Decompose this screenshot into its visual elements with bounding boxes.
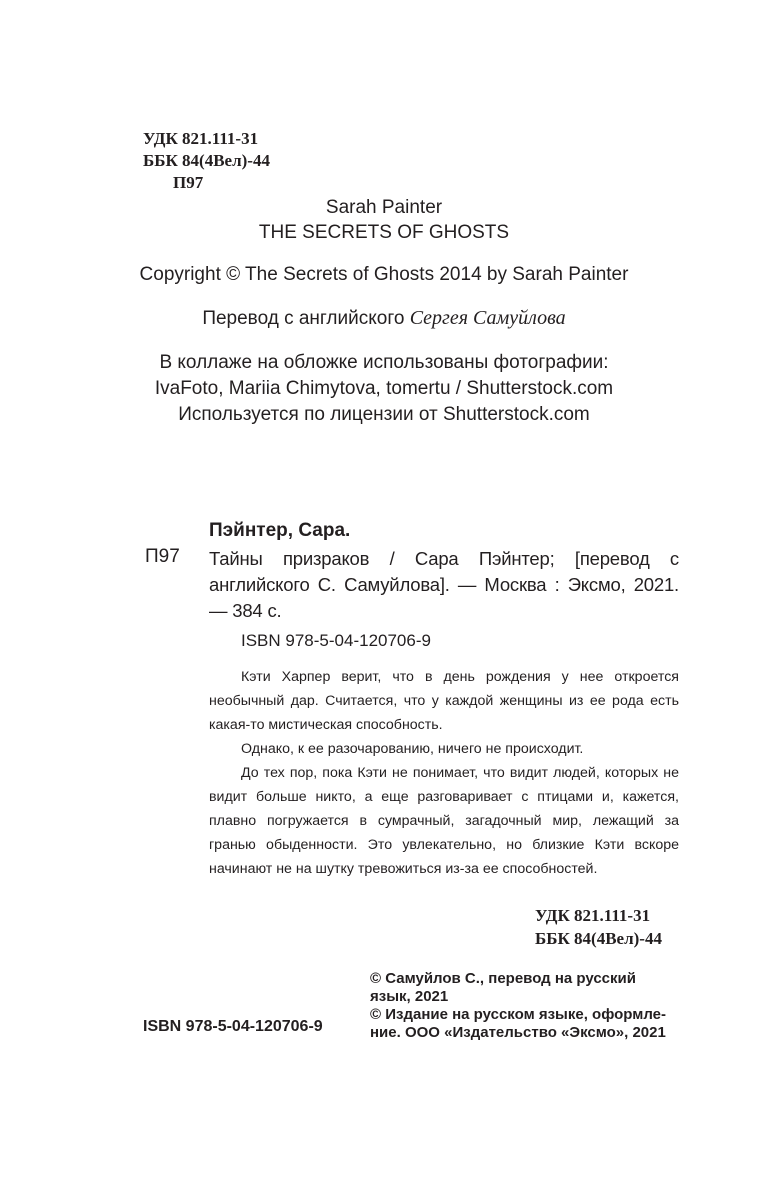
cover-credit-line: Используется по лицензии от Shutterstock.com: [178, 404, 590, 425]
bib-description: Тайны призраков / Сара Пэйнтер; [перевод с английского С. Самуйлова]. — Москва : Эксмо, 2021. — 384 с.: [209, 548, 679, 621]
annotation-paragraph: Однако, к ее разочарованию, ничего не происходит.: [241, 741, 584, 757]
copyright-line: © Самуйлов С., перевод на русский: [370, 970, 636, 987]
cover-credits: [0, 350, 768, 428]
bib-author-mark: П97: [145, 546, 180, 567]
bib-author-heading: Пэйнтер, Сара.: [209, 520, 351, 541]
footer-classification-codes: [535, 904, 662, 950]
bbk-code: ББК 84(4Вел)-44: [143, 151, 270, 170]
bib-isbn: ISBN 978-5-04-120706-9: [241, 631, 431, 650]
annotation-paragraph: Кэти Харпер верит, что в день рождения у нее откроется необычный дар. Считается, что у каждой женщины из ее рода есть какая-то мистическая способность.: [209, 669, 679, 733]
annotation: [209, 665, 679, 881]
author-mark: П97: [173, 173, 204, 192]
original-title: THE SECRETS OF GHOSTS: [258, 222, 510, 243]
header-classification-codes: [143, 128, 270, 194]
footer-copyrights: [370, 970, 680, 1042]
translation-credit: [0, 307, 768, 330]
footer-bbk-code: ББК 84(4Вел)-44: [535, 929, 662, 948]
annotation-paragraph: До тех пор, пока Кэти не понимает, что видит людей, которых не видит больше никто, а еще разговаривает с птицами и, кажется, плавно погружается в сумрачный, загадочный мир, лежащий за гранью обыденности. Это увлекательно, но близкие Кэти вскоре начинают не на шутку тревожиться из-за ее способностей.: [209, 765, 679, 877]
original-copyright: Copyright © The Secrets of Ghosts 2014 by Sarah Painter: [139, 264, 629, 285]
copyright-line: © Издание на русском языке, оформле-: [370, 1006, 667, 1023]
translator-name: Сергея Самуйлова: [409, 307, 566, 329]
footer-isbn: ISBN 978-5-04-120706-9: [143, 1018, 323, 1035]
translation-prefix: Перевод с английского: [202, 308, 405, 329]
udk-code: УДК 821.111-31: [143, 129, 259, 148]
original-author: Sarah Painter: [325, 197, 443, 218]
cover-credit-line: IvaFoto, Mariia Chimytova, tomertu / Shutterstock.com: [154, 378, 614, 399]
footer-udk-code: УДК 821.111-31: [535, 906, 651, 925]
copyright-line: язык, 2021: [370, 988, 449, 1005]
cover-credit-line: В коллаже на обложке использованы фотографии:: [159, 352, 609, 373]
copyright-line: ние. ООО «Издательство «Эксмо», 2021: [370, 1024, 666, 1041]
